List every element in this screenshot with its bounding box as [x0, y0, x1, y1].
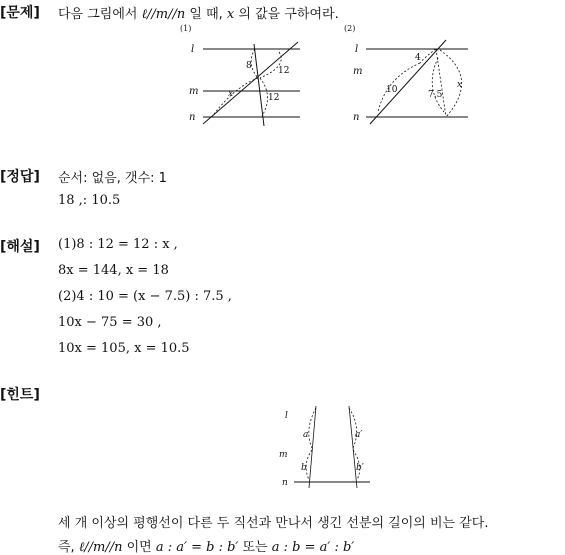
problem-tag: [문제] — [0, 5, 40, 21]
hint-tag: [힌트] — [0, 387, 40, 403]
answer-tag: [정답] — [0, 169, 40, 185]
fig2-label-n: n — [353, 112, 360, 123]
hint-formula-parallel: ℓ//m//n — [78, 540, 123, 555]
hint-label-m: m — [279, 450, 288, 460]
hint-label-l: l — [285, 411, 288, 421]
hint-seg-b-prime: b′ — [356, 463, 364, 473]
fig2-arc-10 — [378, 63, 420, 112]
solution-line-4: 10x − 75 = 30 , — [58, 315, 162, 330]
fig1-arc-12b — [260, 78, 268, 116]
fig2-seg-75: 7.5 — [428, 90, 443, 100]
hint-figure — [276, 400, 376, 496]
hint-formula-ratio2: a : b = a′ : b′ — [271, 540, 355, 555]
fig2-label-l: l — [355, 44, 359, 55]
fig1-seg-12a: 12 — [278, 66, 290, 76]
fig1-transversal-a — [203, 42, 298, 124]
hint-formula-ratio1: a : a′ = b : b′ — [155, 540, 239, 555]
hint-sentence: 세 개 이상의 평행선이 다른 두 직선과 만나서 생긴 선분의 길이의 비는 같다. — [58, 516, 489, 531]
hint-formula-mid1: 이면 — [122, 540, 156, 555]
problem-var-x: x — [226, 7, 235, 22]
solution-tag: [해설] — [0, 239, 40, 255]
fig2-arc-4 — [420, 49, 436, 63]
hint-label-n: n — [282, 478, 288, 488]
hint-seg-a: a — [303, 430, 309, 440]
fig1-transversal-b — [254, 44, 264, 126]
fig2-seg-x: x — [457, 80, 463, 90]
hint-formula-prefix: 즉, — [58, 540, 79, 555]
problem-parallel-expr: ℓ//m//n — [141, 7, 186, 22]
fig2-label-m: m — [353, 66, 363, 77]
solution-line-1: (1)8 : 12 = 12 : x , — [58, 237, 178, 252]
problem-text-prefix: 다음 그림에서 — [58, 7, 142, 22]
solution-line-3: (2)4 : 10 = (x − 7.5) : 7.5 , — [58, 289, 232, 304]
fig2-seg-4: 4 — [415, 53, 421, 63]
problem-text-middle: 일 때, — [185, 7, 227, 22]
hint-formula-mid2: 또는 — [238, 540, 272, 555]
fig1-label-l: l — [191, 44, 195, 55]
figure-2 — [340, 22, 480, 132]
fig2-seg-10: 10 — [386, 85, 398, 95]
fig1-seg-8: 8 — [246, 61, 252, 71]
solution-line-5: 10x = 105, x = 10.5 — [58, 341, 190, 356]
problem-statement — [58, 3, 339, 22]
fig1-caption: (1) — [180, 24, 192, 33]
hint-left-line — [309, 406, 316, 488]
fig2-transversal — [370, 40, 446, 124]
fig2-caption: (2) — [344, 24, 356, 33]
answer-meta: 순서: 없음, 갯수: 1 — [58, 171, 167, 186]
fig1-seg-x: x — [228, 89, 234, 99]
hint-seg-a-prime: a′ — [355, 430, 363, 440]
figure-1 — [176, 22, 306, 132]
fig1-label-m: m — [189, 86, 199, 97]
fig1-arc-8 — [251, 49, 258, 78]
problem-text-suffix: 의 값을 구하여라. — [234, 7, 339, 22]
hint-right-line — [349, 406, 357, 488]
solution-line-2: 8x = 144, x = 18 — [58, 263, 169, 278]
hint-seg-b: b — [301, 463, 307, 473]
fig1-seg-12b: 12 — [268, 93, 280, 103]
hint-formula — [58, 536, 354, 555]
fig1-label-n: n — [189, 112, 196, 123]
answer-value: 18 ,: 10.5 — [58, 193, 121, 208]
